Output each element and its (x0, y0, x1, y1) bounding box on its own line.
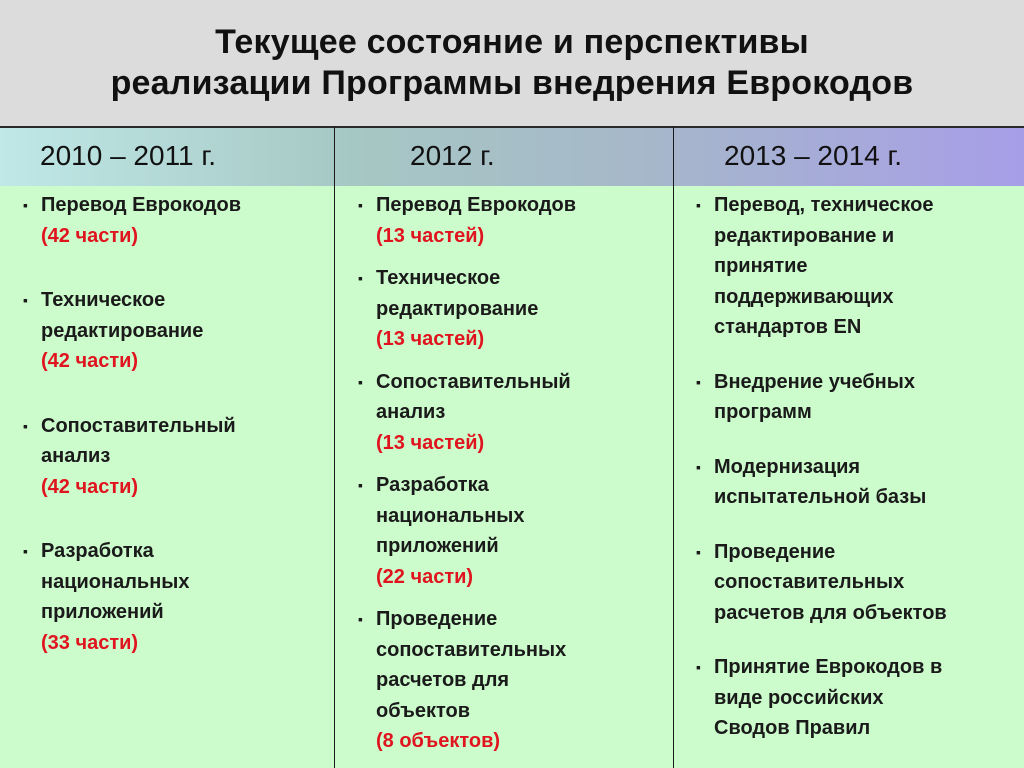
item-quantity: (22 части) (376, 565, 474, 588)
item-text: национальных (376, 504, 525, 527)
list-item (696, 452, 1018, 513)
list-item (696, 190, 1018, 343)
item-quantity: (13 частей) (376, 328, 485, 350)
header-2013-2014: 2013 – 2014 г. (724, 140, 903, 171)
item-text: Внедрение учебных (714, 370, 915, 393)
bullet-icon: ▪ (358, 373, 363, 390)
item-text: Сводов Правил (714, 717, 871, 739)
item-text: принятие (714, 255, 808, 277)
column-divider (673, 126, 674, 768)
list-item (358, 367, 668, 459)
item-text: поддерживающих (714, 285, 894, 308)
item-quantity: (42 части) (41, 350, 139, 372)
item-text: программ (714, 401, 812, 423)
item-text: стандартов EN (714, 316, 862, 338)
item-quantity: (42 части) (41, 224, 139, 247)
item-text: Проведение (376, 608, 498, 630)
header-2012: 2012 г. (410, 140, 495, 171)
bullet-icon: ▪ (696, 659, 701, 675)
bullet-icon: ▪ (23, 292, 28, 308)
item-quantity: (33 части) (41, 631, 139, 654)
list-item (358, 470, 668, 592)
table-header-row (0, 126, 1024, 186)
list-item (358, 604, 668, 757)
item-text: Техническое (41, 289, 166, 311)
bullet-icon: ▪ (696, 543, 701, 560)
list-item (696, 652, 1018, 744)
bullet-icon: ▪ (696, 458, 701, 475)
list-item (23, 190, 328, 251)
column-2013-2014 (696, 190, 1018, 744)
column-divider (334, 126, 335, 768)
title-bar (0, 0, 1024, 126)
item-text: сопоставительных (714, 571, 905, 593)
item-text: Проведение (714, 540, 836, 563)
item-text: виде российских (714, 686, 884, 709)
item-text: Перевод Еврокодов (376, 194, 577, 216)
item-text: Принятие Еврокодов в (714, 656, 943, 678)
column-2010-2011 (23, 190, 328, 658)
item-text: испытательной базы (714, 486, 927, 508)
item-text: приложений (376, 535, 499, 557)
item-quantity: (8 объектов) (376, 730, 501, 752)
item-text: Разработка (376, 474, 489, 496)
column-2012 (358, 190, 668, 757)
list-item (358, 263, 668, 355)
list-item (23, 411, 328, 503)
bullet-icon: ▪ (23, 197, 28, 213)
item-text: редактирование (41, 319, 204, 342)
item-text: Сопоставительный (376, 370, 571, 393)
list-item (23, 285, 328, 377)
item-quantity: (42 части) (41, 475, 139, 498)
bullet-icon: ▪ (358, 477, 363, 493)
slide-title-line-2: реализации Программы внедрения Еврокодов (110, 64, 914, 102)
list-item (696, 537, 1018, 629)
item-text: приложений (41, 601, 164, 623)
list-item (23, 536, 328, 658)
item-text: Перевод Еврокодов (41, 194, 242, 216)
bullet-icon: ▪ (23, 543, 28, 559)
item-quantity: (13 частей) (376, 431, 485, 454)
bullet-icon: ▪ (696, 373, 701, 390)
item-text: Техническое (376, 267, 501, 289)
item-text: редактирование и (714, 224, 895, 247)
item-text: сопоставительных (376, 638, 567, 661)
item-text: расчетов для (376, 669, 510, 691)
item-quantity: (13 частей) (376, 224, 485, 247)
item-text: анализ (376, 401, 446, 423)
bullet-icon: ▪ (358, 611, 363, 627)
bullet-icon: ▪ (23, 417, 28, 434)
item-text: объектов (376, 699, 471, 722)
header-2010-2011: 2010 – 2011 г. (40, 140, 216, 171)
item-text: расчетов для объектов (714, 601, 947, 624)
item-text: анализ (41, 445, 111, 467)
item-text: национальных (41, 570, 190, 593)
slide-title-line-1: Текущее состояние и перспективы (215, 23, 809, 61)
item-text: Сопоставительный (41, 414, 236, 437)
list-item (696, 367, 1018, 428)
bullet-icon: ▪ (358, 270, 363, 286)
item-text: редактирование (376, 297, 539, 320)
bullet-icon: ▪ (358, 197, 363, 213)
item-text: Перевод, техническое (714, 194, 934, 216)
bullet-icon: ▪ (696, 197, 701, 213)
item-text: Разработка (41, 540, 154, 562)
item-text: Модернизация (714, 455, 861, 478)
list-item (358, 190, 668, 251)
